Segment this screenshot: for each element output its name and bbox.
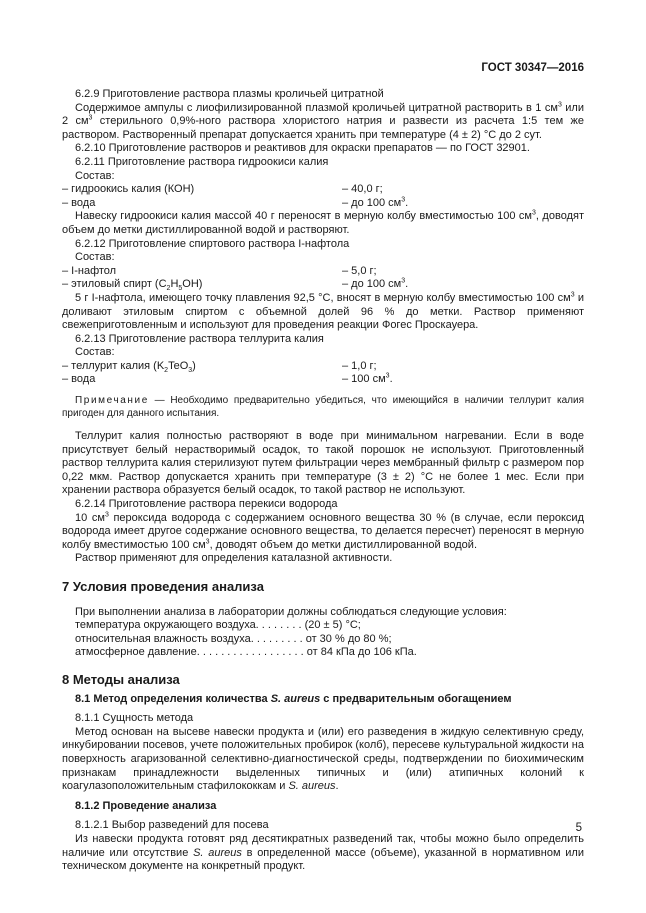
- composition-row: [62, 373, 584, 387]
- subscript: 5: [178, 285, 183, 293]
- section-8-1-2-1-title: 8.1.2.1 Выбор разведений для посева: [75, 819, 269, 832]
- italic-run: S. aureus: [270, 692, 321, 705]
- ingredient-amount: – до 100 $см^3$.: [342, 277, 409, 291]
- subscript: 2: [164, 367, 169, 375]
- section-6-2-11-title: 6.2.11 Приготовление раствора гидроокиси калия: [75, 155, 329, 168]
- italic-run: S. aureus: [193, 846, 242, 859]
- tellurite-paragraph: Теллурит калия полностью растворяют в воде при минимальном нагревании. Если в воде присутствует белый нерастворимый осадок, то такой порошок не используют. Приготовленный раствор теллурита калия стерилизуют путем фильтрации через мембранный фильтр с размером пор 0,22 мкм. Раствор допускается хранить при температуре (3 ± 2) °С не более 1 мес. Если при хранении раствора образуется белый осадок, то такой раствор не используют.: [62, 430, 584, 497]
- page-number: 5: [575, 822, 582, 834]
- superscript: 3: [401, 196, 406, 204]
- document-body: [62, 88, 584, 874]
- composition-label: Состав:: [75, 346, 115, 359]
- text-run: Содержимое ампулы с лиофилизированной плазмой кроличьей цитратной растворить в 1 см: [75, 101, 558, 114]
- text-run: .: [335, 780, 339, 793]
- ingredient-name: – гидроокись калия (КОН): [62, 183, 195, 196]
- text-run: пероксида водорода с содержанием основного вещества 30 % (в случае, если пероксид водорода имеет другое содержание основного вещества, то делается пересчет) переносят в мерную колбу вместимостью 100 см: [62, 511, 584, 551]
- text-run: ): [192, 359, 196, 372]
- text-run: – до 100 см: [342, 196, 402, 209]
- text-run: – этиловый спирт (С: [62, 278, 167, 291]
- composition-row: [62, 360, 584, 374]
- text-run: – до 100 см: [342, 278, 402, 291]
- ingredient-name: – вода: [62, 196, 96, 209]
- section-8-1-1-title: 8.1.1 Сущность метода: [75, 712, 194, 725]
- note-label: Примечание: [75, 395, 149, 407]
- superscript: 3: [205, 538, 210, 546]
- text-run: 8.1 Метод определения количества: [75, 692, 271, 705]
- superscript: 3: [557, 100, 562, 108]
- italic-run: S. aureus: [288, 780, 336, 793]
- section-6-2-12-title: 6.2.12 Приготовление спиртового раствора I-нафтола: [75, 237, 350, 250]
- text-run: Метод основан на высеве навески продукта и (или) его разведения в жидкую селективную среду, инкубировании посевов, учете положительных пробирок (колб), пересеве культуральной жидкости на поверхность агаризованной селективно-диагностической среды, подтверждении по биохимическим признакам принадлежности выделенных типичных и (или) атипичных колоний к коагулазоположительным стафилококкам и: [62, 725, 584, 793]
- section-6-2-13-title: 6.2.13 Приготовление раствора теллурита калия: [75, 332, 324, 345]
- superscript: 3: [532, 209, 536, 217]
- composition-row: [62, 265, 584, 279]
- ingredient-amount: – 5,0 г;: [342, 264, 377, 277]
- ingredient-name: – вода: [62, 373, 96, 386]
- ingredient-amount: – 100 $см^3$.: [342, 372, 393, 386]
- text-run: Н: [170, 278, 179, 291]
- ingredient-amount: – до 100 $см^3$.: [342, 196, 409, 209]
- ingredient-amount: – 40,0 г;: [342, 183, 383, 196]
- document-code: ГОСТ 30347—2016: [481, 62, 584, 74]
- text-run: ОН): [182, 278, 203, 291]
- section-6-2-9-title: 6.2.9 Приготовление раствора плазмы кроличьей цитратной: [75, 88, 384, 100]
- section-6-2-14-text: [62, 512, 584, 553]
- text-run: – теллурит калия (K: [62, 359, 165, 372]
- section-8-1-1-text: [62, 726, 584, 794]
- text-run: в определенной массе (объеме), указанной в нормативном или техническом документе на конкретный продукт.: [62, 846, 584, 873]
- superscript: 3: [385, 372, 390, 380]
- note: [62, 395, 584, 420]
- ingredient-name: [62, 278, 342, 292]
- text-run: стерильного 0,9%-ного раствора хлористого натрия и развести из расчета 1:5 тем же раствором. Растворенный препарат допускается хранить при температуре (4 ± 2) °С до 2 сут.: [62, 115, 584, 141]
- text-run: – 100 см: [342, 373, 386, 386]
- ingredient-name: [62, 360, 342, 374]
- section-8-1-2-heading: 8.1.2 Проведение анализа: [75, 799, 217, 812]
- text-run: или 2 см: [62, 101, 584, 128]
- conditions-intro: При выполнении анализа в лаборатории должны соблюдаться следующие условия:: [75, 605, 507, 618]
- section-6-2-10-title: 6.2.10 Приготовление растворов и реактивов для окраски препаратов — по ГОСТ 32901.: [75, 142, 530, 155]
- subscript: 3: [188, 367, 193, 375]
- text-run: Навеску гидроокиси калия массой 40 г переносят в мерную колбу вместимостью 100 см: [75, 210, 532, 223]
- section-6-2-12-text: [62, 292, 584, 333]
- composition-label: Состав:: [75, 169, 115, 182]
- text-run: TeO: [168, 359, 189, 372]
- subscript: 2: [166, 285, 171, 293]
- section-6-2-14-title: 6.2.14 Приготовление раствора перекиси водорода: [75, 498, 338, 511]
- composition-row: [62, 197, 584, 211]
- section-7-heading: 7 Условия проведения анализа: [62, 579, 264, 594]
- section-6-2-14-text-2: Раствор применяют для определения каталазной активности.: [75, 552, 393, 565]
- text-run: 10 см: [75, 511, 105, 524]
- text-run: 5 г I-нафтола, имеющего точку плавления 92,5 °С, вносят в мерную колбу вместимостью 100 см: [75, 291, 571, 304]
- text-run: , доводят объем до метки дистиллированной водой.: [209, 538, 477, 551]
- ingredient-amount: – 1,0 г;: [342, 359, 377, 372]
- condition-humidity: относительная влажность воздуха. . . . . . . . . от 30 % до 80 %;: [75, 632, 392, 645]
- composition-row: [62, 278, 584, 292]
- section-8-1-heading: [62, 693, 584, 707]
- note-text: — Необходимо предварительно убедиться, что имеющийся в наличии теллурит калия пригоден для данного испытания.: [62, 395, 584, 419]
- section-6-2-9-text: [62, 102, 584, 143]
- composition-row: [62, 183, 584, 197]
- text-run: , доводят объем до метки дистиллированной водой и растворяют.: [62, 210, 584, 236]
- superscript: 3: [570, 291, 575, 299]
- section-8-heading: 8 Методы анализа: [62, 671, 180, 687]
- text-run: и доливают этиловым спиртом с объемной долей 96 % до метки. Раствор применяют свежеприготовленным и используют для проведения реакции Фогес Проскауера.: [62, 291, 584, 332]
- condition-pressure: атмосферное давление. . . . . . . . . . . . . . . . . . от 84 кПа до 106 кПа.: [75, 646, 417, 659]
- superscript: 3: [104, 510, 109, 518]
- section-8-1-2-1-text: [62, 833, 584, 874]
- superscript: 3: [88, 114, 93, 122]
- text-run: с предварительным обогащением: [320, 692, 512, 705]
- condition-temperature: температура окружающего воздуха. . . . . . . . (20 ± 5) °С;: [75, 619, 361, 632]
- composition-label: Состав:: [75, 251, 115, 264]
- ingredient-name: – I-нафтол: [62, 264, 117, 277]
- text-run: Из навески продукта готовят ряд десятикратных разведений так, чтобы можно было определить наличие или отсутствие: [62, 832, 584, 859]
- section-6-2-11-text: [62, 210, 584, 237]
- superscript: 3: [401, 277, 406, 285]
